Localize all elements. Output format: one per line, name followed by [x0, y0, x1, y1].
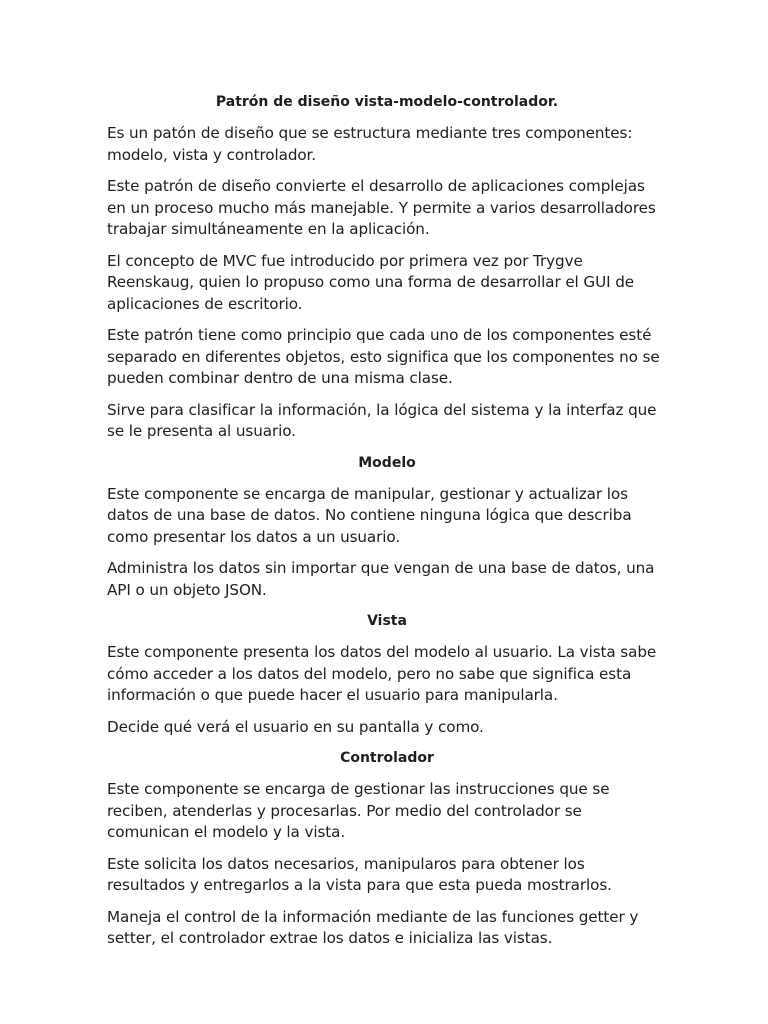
controlador-paragraph: Este componente se encarga de gestionar las instrucciones que se reciben, atenderlas y procesarlas. Por medio del controlador se comunican el modelo y la vista.: [107, 780, 610, 841]
vista-paragraph: Este componente presenta los datos del modelo al usuario. La vista sabe cómo acceder a los datos del modelo, pero no sabe que significa esta información o que puede hacer el usuario para manipularla.: [107, 643, 657, 704]
modelo-paragraph: Administra los datos sin importar que vengan de una base de datos, una API o un objeto JSON.: [107, 559, 655, 599]
intro-paragraph: Es un patón de diseño que se estructura mediante tres componentes: modelo, vista y controlador.: [107, 124, 633, 164]
controlador-paragraph: Maneja el control de la información mediante de las funciones getter y setter, el controlador extrae los datos e inicializa las vistas.: [107, 907, 639, 947]
section-heading-controlador: Controlador: [340, 750, 434, 766]
intro-paragraph: El concepto de MVC fue introducido por primera vez por Trygve Reenskaug, quien lo propuso como una forma de desarrollar el GUI de aplicaciones de escritorio.: [107, 251, 634, 313]
document-title: Patrón de diseño vista-modelo-controlador.: [215, 94, 559, 110]
intro-paragraph: Este patrón tiene como principio que cada uno de los componentes esté separado en diferentes objetos, esto significa que los componentes no se pueden combinar dentro de una misma clase.: [107, 326, 660, 387]
document-body: [107, 92, 667, 960]
vista-paragraph: Decide qué verá el usuario en su pantalla y como.: [107, 717, 484, 736]
intro-paragraph: Sirve para clasificar la información, la lógica del sistema y la interfaz que se le presenta al usuario.: [107, 400, 657, 440]
controlador-paragraph: Este solicita los datos necesarios, manipularos para obtener los resultados y entregarlos a la vista para que esta pueda mostrarlos.: [107, 854, 612, 894]
intro-paragraph: Este patrón de diseño convierte el desarrollo de aplicaciones complejas en un proceso mucho más manejable. Y permite a varios desarrolladores trabajar simultáneamente en la aplicación.: [107, 177, 656, 238]
modelo-paragraph: Este componente se encarga de manipular, gestionar y actualizar los datos de una base de datos. No contiene ninguna lógica que describa como presentar los datos a un usuario.: [107, 484, 632, 546]
section-heading-vista: Vista: [367, 613, 407, 629]
section-heading-modelo: Modelo: [358, 454, 416, 471]
